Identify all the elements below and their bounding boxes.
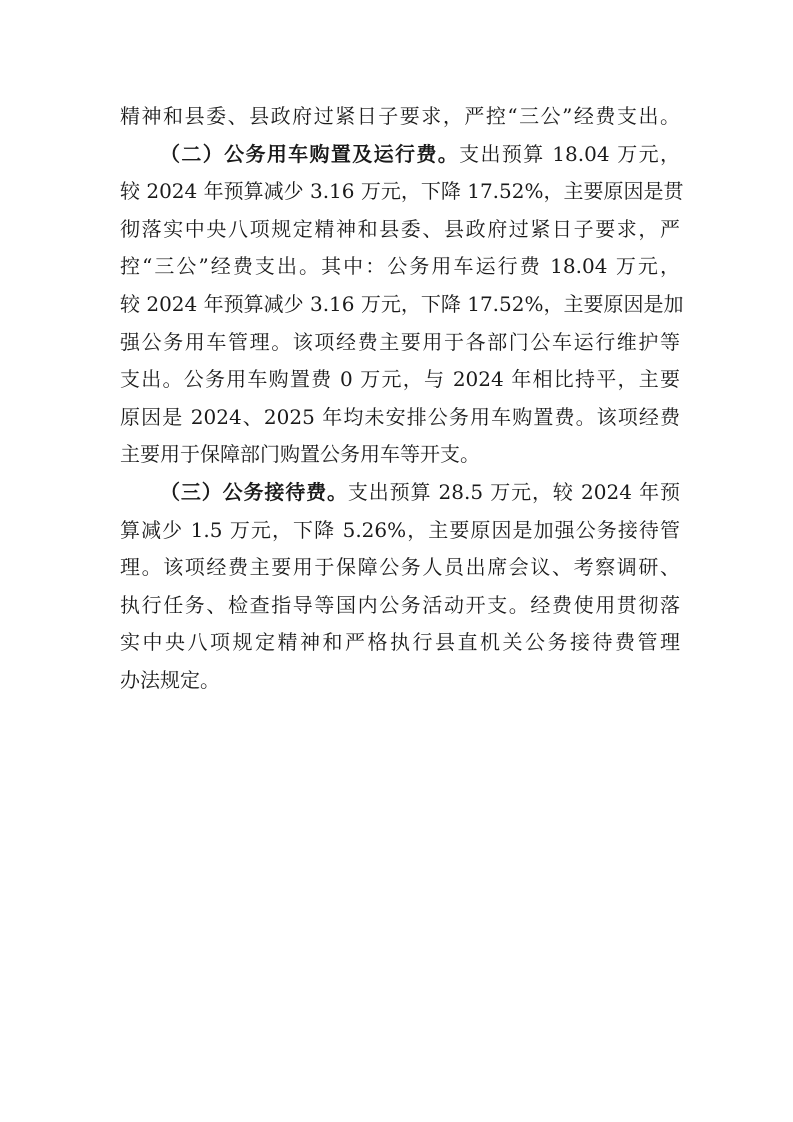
paragraph-line: 控“三公”经费支出。其中：公务用车运行费 18.04 万元， xyxy=(120,254,680,279)
paragraph-text: 支出预算 28.5 万元，较 2024 年预 xyxy=(347,479,681,504)
paragraph-line: 办法规定。 xyxy=(120,667,220,692)
paragraph-line: 执行任务、检查指导等国内公务活动开支。经费使用贯彻落 xyxy=(120,592,680,617)
paragraph-line xyxy=(120,136,680,174)
paragraph-line: 彻落实中央八项规定精神和县委、县政府过紧日子要求，严 xyxy=(120,216,680,241)
paragraph-line: 支出。公务用车购置费 0 万元，与 2024 年相比持平，主要 xyxy=(120,367,680,392)
paragraph-line: 较 2024 年预算减少 3.16 万元，下降 17.52%，主要原因是贯 xyxy=(120,179,684,204)
section-heading: （二）公务用车购置及运行费。 xyxy=(160,141,460,166)
paragraph-line: 精神和县委、县政府过紧日子要求，严控“三公”经费支出。 xyxy=(120,104,680,128)
paragraph-line: 实中央八项规定精神和严格执行县直机关公务接待费管理 xyxy=(120,630,680,655)
paragraph-line: 强公务用车管理。该项经费主要用于各部门公车运行维护等 xyxy=(120,329,680,354)
paragraph-line: 原因是 2024、2025 年均未安排公务用车购置费。该项经费 xyxy=(120,404,680,429)
paragraph-line xyxy=(120,474,680,512)
section-heading: （三）公务接待费。 xyxy=(160,479,348,504)
paragraph-line: 理。该项经费主要用于保障公务人员出席会议、考察调研、 xyxy=(120,555,680,580)
paragraph-text: 支出预算 18.04 万元， xyxy=(459,141,680,166)
paragraph-line: 主要用于保障部门购置公务用车等开支。 xyxy=(120,442,480,467)
document-body xyxy=(120,98,684,700)
paragraph-line: 较 2024 年预算减少 3.16 万元，下降 17.52%，主要原因是加 xyxy=(120,291,684,316)
paragraph-line: 算减少 1.5 万元，下降 5.26%，主要原因是加强公务接待管 xyxy=(120,517,680,542)
